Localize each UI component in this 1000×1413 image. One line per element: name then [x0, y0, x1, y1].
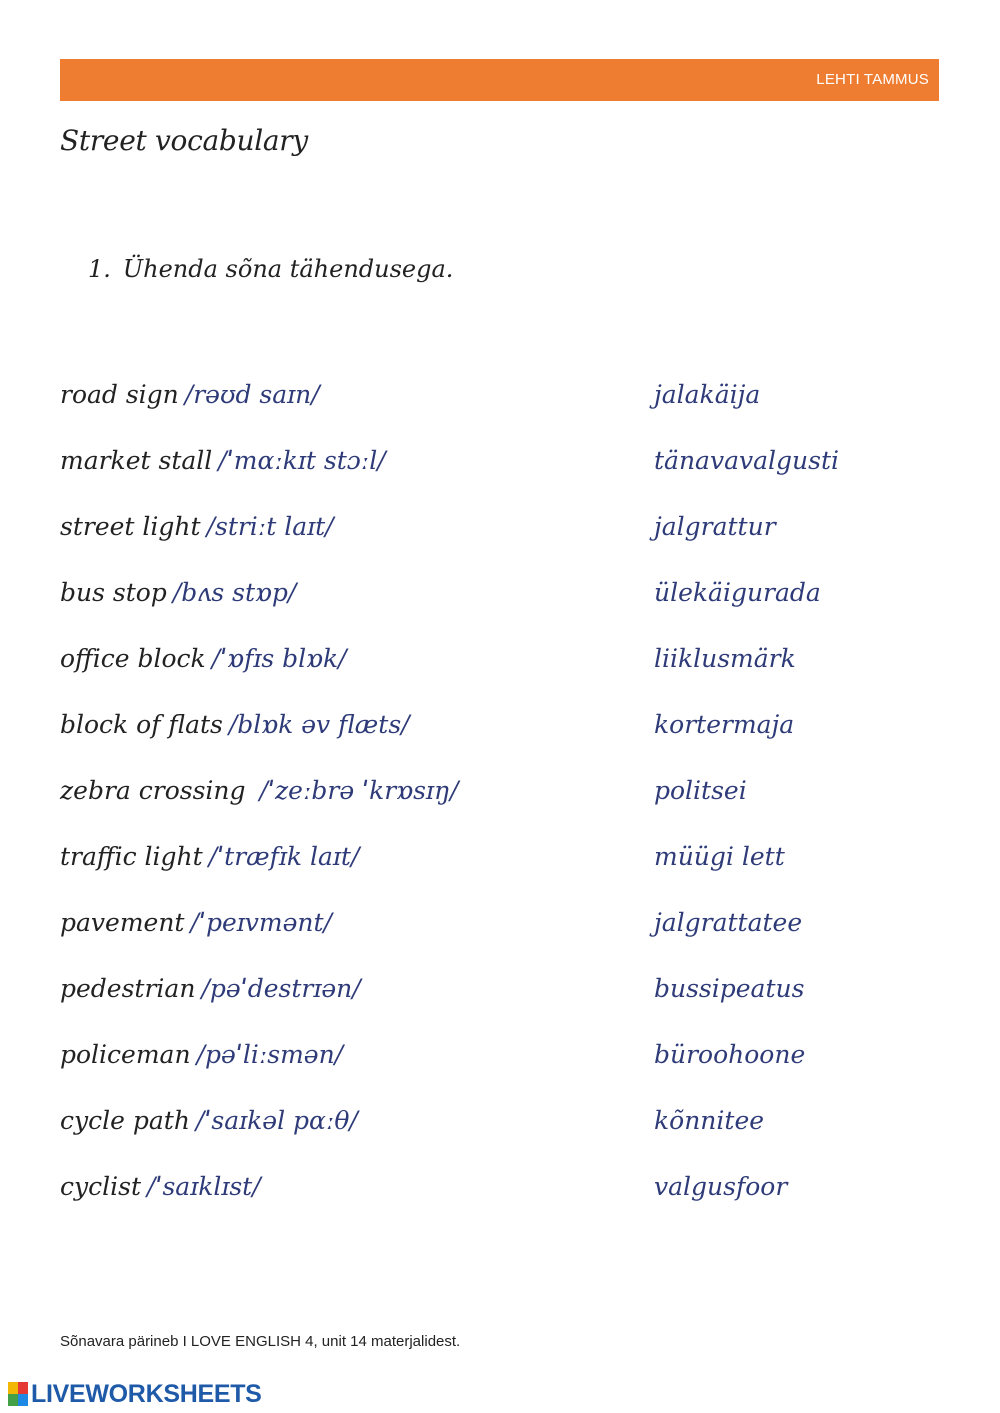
vocab-row: [60, 644, 940, 710]
pronunciation: /ˈsaɪkəl pɑːθ/: [195, 1106, 358, 1135]
liveworksheets-logo-icon: [8, 1382, 28, 1406]
word-text: policeman: [60, 1040, 191, 1069]
translation[interactable]: büroohoone: [654, 1040, 806, 1069]
vocab-word[interactable]: [60, 710, 410, 739]
word-text: street light: [60, 512, 201, 541]
brand-name: LIVEWORKSHEETS: [31, 1379, 262, 1408]
pronunciation: /ˈɒfɪs blɒk/: [211, 644, 347, 673]
vocab-word[interactable]: [60, 578, 296, 607]
liveworksheets-brand[interactable]: [8, 1380, 262, 1408]
vocab-word[interactable]: [60, 842, 359, 871]
vocab-row: [60, 710, 940, 776]
vocab-row: [60, 578, 940, 644]
word-text: cyclist: [60, 1172, 141, 1201]
pronunciation: /ˈmɑːkɪt stɔːl/: [218, 446, 386, 475]
vocab-word[interactable]: [60, 908, 332, 937]
word-text: zebra crossing: [60, 776, 246, 805]
vocab-row: [60, 1040, 940, 1106]
vocab-row: [60, 908, 940, 974]
pronunciation: /striːt laɪt/: [206, 512, 334, 541]
vocab-word[interactable]: [60, 1106, 358, 1135]
word-text: pavement: [60, 908, 185, 937]
exercise-text: Ühenda sõna tähendusega.: [122, 255, 454, 283]
translation[interactable]: jalgrattatee: [654, 908, 803, 937]
translation[interactable]: tänavavalgusti: [654, 446, 839, 475]
translation[interactable]: politsei: [654, 776, 747, 805]
vocabulary-list: [60, 380, 940, 1238]
vocab-row: [60, 446, 940, 512]
vocab-word[interactable]: [60, 1172, 261, 1201]
word-text: pedestrian: [60, 974, 196, 1003]
translation[interactable]: jalakäija: [654, 380, 761, 409]
word-text: market stall: [60, 446, 213, 475]
translation[interactable]: müügi lett: [654, 842, 785, 871]
vocab-row: [60, 776, 940, 842]
word-text: block of flats: [60, 710, 223, 739]
source-note: Sõnavara pärineb I LOVE ENGLISH 4, unit 14 materjalidest.: [60, 1333, 461, 1350]
vocab-row: [60, 380, 940, 446]
word-text: bus stop: [60, 578, 167, 607]
pronunciation: /blɒk əv flæts/: [228, 710, 410, 739]
author-name: LEHTI TAMMUS: [816, 71, 929, 88]
pronunciation: /ˈtræfɪk laɪt/: [208, 842, 360, 871]
vocab-word[interactable]: [60, 974, 361, 1003]
vocab-row: [60, 1172, 940, 1238]
word-text: traffic light: [60, 842, 203, 871]
vocab-row: [60, 842, 940, 908]
pronunciation: /pəˈliːsmən/: [196, 1040, 344, 1069]
pronunciation: /ˈzeːbrə ˈkrɒsɪŋ/: [251, 776, 459, 805]
page-title: Street vocabulary: [60, 124, 308, 157]
pronunciation: /ˈsaɪklɪst/: [147, 1172, 261, 1201]
word-text: office block: [60, 644, 206, 673]
header-bar: [60, 59, 939, 101]
vocab-row: [60, 1106, 940, 1172]
word-text: cycle path: [60, 1106, 190, 1135]
translation[interactable]: jalgrattur: [654, 512, 776, 541]
pronunciation: /ˈpeɪvmənt/: [190, 908, 332, 937]
vocab-word[interactable]: [60, 512, 334, 541]
exercise-number: 1.: [88, 255, 111, 283]
vocab-row: [60, 974, 940, 1040]
pronunciation: /rəʊd saɪn/: [184, 380, 320, 409]
translation[interactable]: valgusfoor: [654, 1172, 788, 1201]
translation[interactable]: bussipeatus: [654, 974, 805, 1003]
pronunciation: /bʌs stɒp/: [172, 578, 297, 607]
vocab-word[interactable]: [60, 380, 320, 409]
word-text: road sign: [60, 380, 179, 409]
vocab-row: [60, 512, 940, 578]
vocab-word[interactable]: [60, 446, 386, 475]
pronunciation: /pəˈdestrɪən/: [201, 974, 361, 1003]
translation[interactable]: kõnnitee: [654, 1106, 765, 1135]
exercise-instruction: [88, 255, 453, 283]
vocab-word[interactable]: [60, 644, 347, 673]
vocab-word[interactable]: [60, 776, 458, 805]
vocab-word[interactable]: [60, 1040, 343, 1069]
translation[interactable]: kortermaja: [654, 710, 795, 739]
translation[interactable]: ülekäigurada: [654, 578, 821, 607]
translation[interactable]: liiklusmärk: [654, 644, 796, 673]
